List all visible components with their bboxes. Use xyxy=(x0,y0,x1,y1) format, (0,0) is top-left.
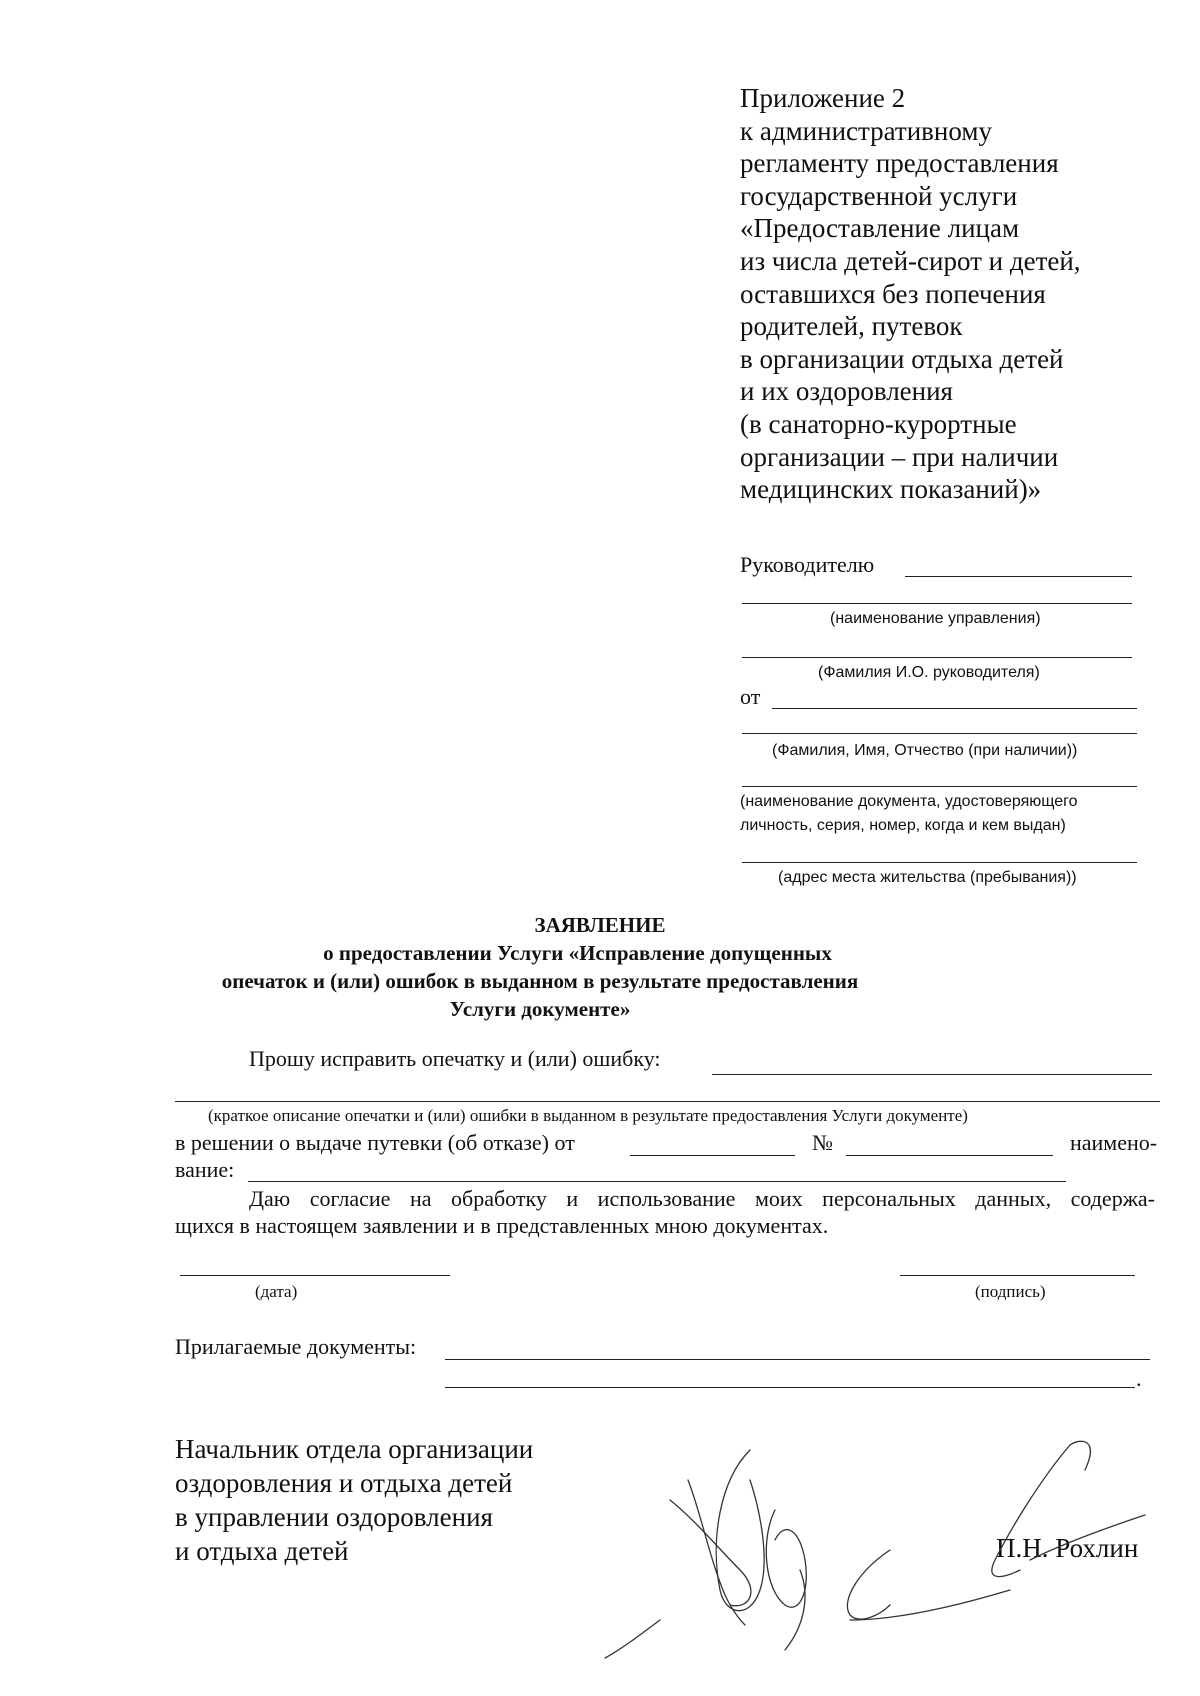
appendix-line: Приложение 2 xyxy=(740,83,906,113)
id-document-caption-1: (наименование документа, удостоверяющего xyxy=(740,793,1078,810)
position-line: оздоровления и отдыха детей xyxy=(175,1468,513,1498)
attached-field-line-2[interactable] xyxy=(445,1387,1135,1388)
name-word-start: наимено- xyxy=(1070,1130,1158,1155)
appendix-line: к административному xyxy=(740,115,992,146)
position-line: и отдыха детей xyxy=(175,1536,349,1566)
appendix-line: в организации отдыха детей xyxy=(740,343,1064,374)
address-caption: (адрес места жительства (пребывания)) xyxy=(778,869,1077,886)
appendix-line: оставшихся без попечения xyxy=(740,278,1046,309)
applicant-name-field[interactable] xyxy=(742,733,1137,734)
from-label: от xyxy=(740,684,761,709)
consent-line-1: Даю согласие на обработку и использование моих персональных данных, содержа- xyxy=(249,1186,1155,1211)
signature-caption: (подпись) xyxy=(975,1282,1046,1301)
head-title-field[interactable] xyxy=(905,576,1132,577)
appendix-line: родителей, путевок xyxy=(740,311,963,342)
appendix-line: регламенту предоставления xyxy=(740,148,1059,179)
appendix-line: организации – при наличии xyxy=(740,441,1059,472)
department-caption: (наименование управления) xyxy=(830,610,1041,627)
position-line: в управлении оздоровления xyxy=(175,1502,493,1532)
decision-number-field[interactable] xyxy=(846,1155,1053,1156)
error-field-line-2[interactable] xyxy=(175,1101,1160,1102)
address-field[interactable] xyxy=(742,862,1137,863)
date-caption: (дата) xyxy=(255,1282,298,1301)
appendix-line: медицинских показаний)» xyxy=(740,474,1042,505)
signature-field[interactable] xyxy=(900,1275,1135,1276)
consent-line-2: щихся в настоящем заявлении и в представленных мною документах. xyxy=(175,1213,829,1238)
document-name-field[interactable] xyxy=(248,1181,1066,1182)
signatory-position xyxy=(175,1432,533,1568)
title-heading: ЗАЯВЛЕНИЕ xyxy=(534,913,666,937)
position-line: Начальник отдела организации xyxy=(175,1434,534,1464)
applicant-name-caption: (Фамилия, Имя, Отчество (при наличии)) xyxy=(772,742,1078,759)
error-caption: (краткое описание опечатки и (или) ошибки в выданном в результате предоставления Услуги документе) xyxy=(208,1106,968,1125)
department-field[interactable] xyxy=(742,603,1132,604)
request-label: Прошу исправить опечатку и (или) ошибку: xyxy=(249,1046,661,1071)
attached-field[interactable] xyxy=(445,1359,1150,1360)
appendix-line: «Предоставление лицам xyxy=(740,213,1020,244)
name-word-end: вание: xyxy=(175,1157,235,1182)
appendix-line: из числа детей-сирот и детей, xyxy=(740,245,1081,276)
to-label: Руководителю xyxy=(740,552,875,577)
decision-date-field[interactable] xyxy=(630,1155,795,1156)
number-sign: № xyxy=(812,1130,833,1155)
title-line-1: о предоставлении Услуги «Исправление допущенных xyxy=(323,941,832,965)
application-title xyxy=(0,911,1200,1023)
attached-label: Прилагаемые документы: xyxy=(175,1334,417,1359)
id-document-caption-2: личность, серия, номер, когда и кем выдан) xyxy=(740,817,1066,834)
decision-label: в решении о выдаче путевки (об отказе) от xyxy=(175,1130,575,1155)
head-name-field[interactable] xyxy=(742,657,1132,658)
id-document-field[interactable] xyxy=(742,786,1137,787)
error-field[interactable] xyxy=(712,1074,1152,1075)
appendix-line: и их оздоровления xyxy=(740,376,953,407)
title-line-3: Услуги документе» xyxy=(449,997,631,1021)
appendix-block xyxy=(740,82,1160,506)
date-field[interactable] xyxy=(180,1275,450,1276)
handwritten-signature xyxy=(600,1420,1160,1660)
applicant-field[interactable] xyxy=(772,708,1137,709)
title-line-2: опечаток и (или) ошибок в выданном в результате предоставления xyxy=(221,969,859,993)
appendix-line: государственной услуги xyxy=(740,180,1018,211)
end-dot: . xyxy=(1136,1366,1142,1391)
head-name-caption: (Фамилия И.О. руководителя) xyxy=(818,664,1040,681)
appendix-line: (в санаторно-курортные xyxy=(740,408,1017,439)
signatory-name: П.Н. Рохлин xyxy=(996,1533,1139,1563)
